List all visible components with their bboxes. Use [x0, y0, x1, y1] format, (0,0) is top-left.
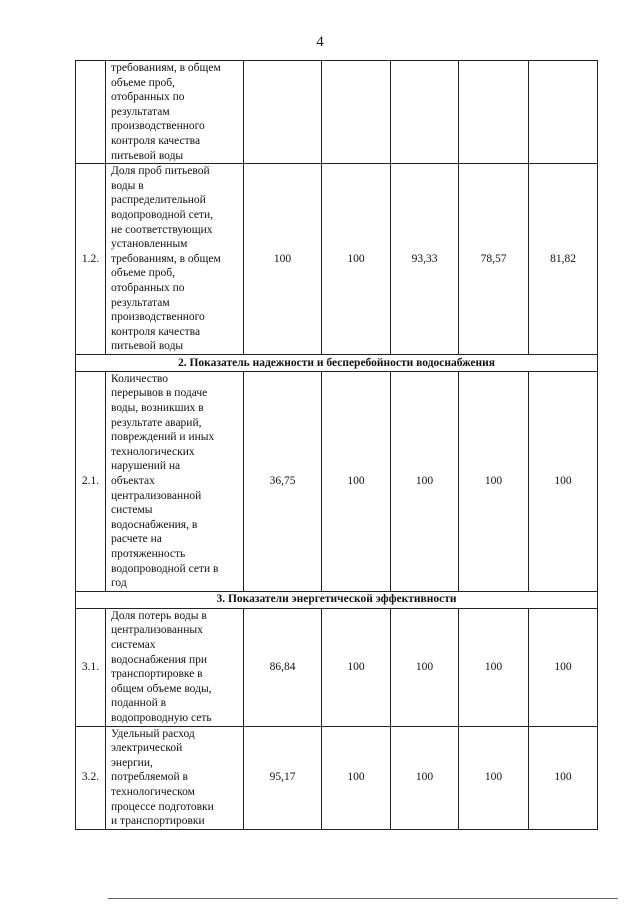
value-cell [529, 61, 598, 164]
value-cell: 100 [529, 726, 598, 829]
table-row [76, 61, 598, 164]
value-cell: 100 [529, 371, 598, 591]
value-cell [322, 61, 391, 164]
indicator-description: Удельный расход электрической энергии, потребляемой в технологическом процессе подготовки и транспортировки [111, 727, 214, 828]
row-number: 1.2. [76, 164, 106, 355]
description-cell [106, 371, 244, 591]
indicator-description: требованиям, в общем объеме проб, отобранных по результатам производственного контроля качества питьевой воды [111, 62, 221, 162]
footer-line [108, 898, 618, 899]
table-row [76, 608, 598, 726]
indicator-description: Доля проб питьевой воды в распределительной водопроводной сети, не соответствующих установленным требованиям, в общем объеме проб, отобранных по результатам производственного контроля качества питьевой воды [111, 165, 221, 353]
value-cell [244, 61, 322, 164]
section-title: 3. Показатели энергетической эффективности [76, 591, 598, 608]
value-cell: 36,75 [244, 371, 322, 591]
table-row [76, 726, 598, 829]
value-cell [391, 61, 459, 164]
description-cell [106, 61, 244, 164]
value-cell [459, 61, 529, 164]
row-number: 3.2. [76, 726, 106, 829]
value-cell: 81,82 [529, 164, 598, 355]
value-cell: 100 [244, 164, 322, 355]
page-number: 4 [316, 34, 324, 50]
value-cell: 100 [322, 164, 391, 355]
section-title: 2. Показатель надежности и бесперебойности водоснабжения [76, 354, 598, 371]
value-cell: 100 [529, 608, 598, 726]
value-cell: 100 [391, 726, 459, 829]
table-row [76, 371, 598, 591]
section-row [76, 354, 598, 371]
table-row [76, 164, 598, 355]
indicator-description: Доля потерь воды в централизованных системах водоснабжения при транспортировке в общем объеме воды, поданной в водопроводную сеть [111, 609, 212, 724]
description-cell [106, 164, 244, 355]
value-cell: 100 [391, 371, 459, 591]
description-cell [106, 608, 244, 726]
section-row [76, 591, 598, 608]
value-cell: 100 [322, 608, 391, 726]
value-cell: 86,84 [244, 608, 322, 726]
value-cell: 95,17 [244, 726, 322, 829]
value-cell: 100 [459, 726, 529, 829]
description-cell [106, 726, 244, 829]
indicator-description: Количество перерывов в подаче воды, возникших в результате аварий, повреждений и иных технологических нарушений на объектах централизованной системы водоснабжения, в расчете на протяженность водопроводной сети в год [111, 372, 219, 590]
row-number: 3.1. [76, 608, 106, 726]
row-number [76, 61, 106, 164]
indicators-table [75, 60, 598, 830]
value-cell: 78,57 [459, 164, 529, 355]
row-number: 2.1. [76, 371, 106, 591]
value-cell: 93,33 [391, 164, 459, 355]
value-cell: 100 [322, 726, 391, 829]
value-cell: 100 [459, 608, 529, 726]
value-cell: 100 [391, 608, 459, 726]
value-cell: 100 [459, 371, 529, 591]
value-cell: 100 [322, 371, 391, 591]
